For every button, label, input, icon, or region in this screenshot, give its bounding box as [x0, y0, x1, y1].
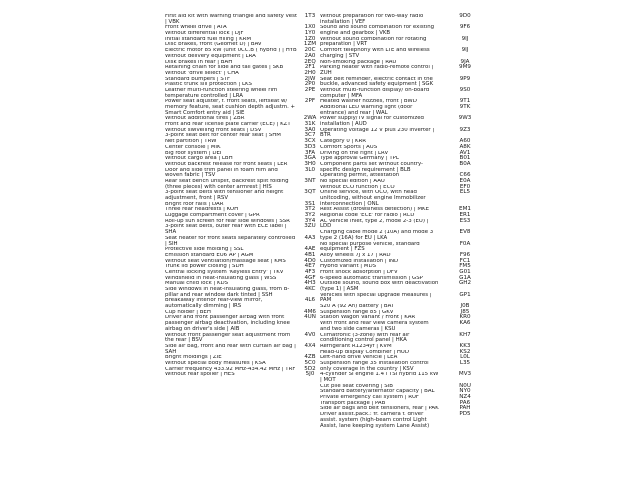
- equipment-description: Without differential lock | DJF: [165, 31, 244, 37]
- equipment-code: 9P9: [459, 75, 471, 82]
- equipment-code: 3A0: [304, 126, 316, 133]
- equipment-code: 9S0: [459, 86, 471, 93]
- equipment-description: Leather multi-function steering wheel rim temperature controlled | LRA: [165, 87, 278, 99]
- equipment-description: 3-point seat belt for center rear seat | SHM: [165, 133, 281, 139]
- equipment-code: 9F6: [459, 24, 471, 31]
- equipment-description: Side air bag, front and rear with curtain air bag | SAH: [165, 343, 296, 355]
- equipment-row: [320, 25, 640, 36]
- equipment-description: Retaining chain for side and tail gates | SKB: [165, 65, 284, 71]
- equipment-description: 3-point seat belts with tensioner and height adjustment, front | RSV: [165, 190, 284, 201]
- equipment-code: 4AE: [304, 246, 316, 253]
- equipment-row: [0, 236, 320, 247]
- equipment-description: Driver assist.pack.: fr. camera f. driver assist. system (high-beam control Light Assist, lane keeping system Lane Assist): [320, 412, 430, 429]
- equipment-description: Left-hand drive vehicle | LEA: [320, 355, 398, 361]
- equipment-description: Without additional tires | ZBR: [165, 116, 245, 122]
- equipment-row: [320, 293, 640, 304]
- equipment-code: 4KC: [304, 286, 316, 292]
- equipment-code: 4V0: [304, 331, 316, 338]
- equipment-code: 2JW: [304, 75, 316, 82]
- equipment-code: EF0: [459, 183, 471, 190]
- equipment-code: 9Z3: [459, 126, 471, 133]
- equipment-description: Without seat ventilation/massage seat | KMS: [165, 258, 286, 264]
- equipment-description: Without ECO function | ECO: [320, 184, 395, 190]
- equipment-code: 3NT: [304, 177, 316, 184]
- equipment-description: Refrigerant R1234yf | KVM: [320, 343, 392, 349]
- equipment-row: [320, 321, 640, 332]
- equipment-code: ES3: [459, 217, 471, 224]
- equipment-code: GH2: [458, 280, 472, 287]
- equipment-code: 2H0: [304, 69, 316, 76]
- equipment-code: 3H0: [304, 160, 316, 167]
- equipment-description: Regional code 'ECE' for radio | RCD: [320, 213, 415, 219]
- equipment-description: Category 0 | KRR: [320, 139, 367, 145]
- equipment-code: 3D3: [304, 143, 316, 150]
- equipment-code: J85: [460, 308, 470, 315]
- equipment-description: Without front passenger seat adjustment from the rear | BSV: [165, 332, 291, 344]
- equipment-description: Without multi-function display/ on-board computer | MFA: [320, 87, 430, 99]
- equipment-description: Private emergency call system | RUF: [320, 395, 420, 401]
- equipment-description: Trunk lid power closing | SDH: [165, 264, 244, 270]
- equipment-code: 9IJ: [461, 47, 469, 54]
- equipment-code: B0A: [459, 160, 471, 167]
- equipment-description: Initial standard fuel filling | KRM: [165, 36, 251, 42]
- equipment-code: E0A: [459, 177, 471, 184]
- equipment-description: Non-smoking package | RAU: [320, 59, 397, 65]
- equipment-description: Charging cable mode 2 (10A) and mode 3 type 2 (16A) for EU | LKA: [320, 230, 434, 241]
- equipment-code: 3FA: [304, 149, 316, 156]
- equipment-code: J0B: [460, 303, 470, 310]
- equipment-description: Parking heater with radio-remote control | ZUH: [320, 65, 434, 76]
- equipment-code: 5J0: [305, 371, 315, 378]
- equipment-row: [0, 88, 320, 99]
- equipment-description: Front and rear license plate carrier (ECE) | KZT: [165, 122, 291, 128]
- equipment-code: G01: [459, 268, 471, 275]
- equipment-code: 4F3: [304, 268, 316, 275]
- equipment-row: [320, 48, 640, 59]
- equipment-code: 4D0: [304, 257, 316, 264]
- equipment-code: 3T2: [304, 206, 316, 213]
- equipment-row: [0, 315, 320, 332]
- equipment-description: Without cargo area | LBH: [165, 156, 233, 162]
- equipment-description: Front wheel drive | ATA: [165, 25, 227, 31]
- right-code-column: [320, 14, 640, 429]
- equipment-code: KS2: [459, 348, 471, 355]
- equipment-row: [320, 37, 640, 48]
- equipment-description: Central locking system 'Keyless Entry' | TKV: [165, 269, 284, 275]
- equipment-code: EM1: [459, 206, 471, 213]
- equipment-description: Alloy wheels 7J x 17 | RAD: [320, 252, 391, 258]
- equipment-code: FC1: [459, 257, 471, 264]
- equipment-code: FM5: [459, 263, 471, 270]
- equipment-description: Side windows in heat-insulating glass, from B-pillar and rear window dark tinted | SSH: [165, 287, 290, 298]
- equipment-code: 31K: [304, 121, 316, 128]
- equipment-code: 1Y0: [304, 30, 316, 37]
- equipment-description: Electric motor 85 kW (unit 0CC.B ( hybrid ) | HYB: [165, 48, 297, 54]
- equipment-description: Standard bumpers | STF: [165, 76, 231, 82]
- equipment-code: 2PE: [304, 86, 316, 93]
- equipment-description: Protective side molding | SSL: [165, 247, 244, 253]
- equipment-description: Side air bags and belt tensioners, rear | PAK: [320, 406, 439, 412]
- equipment-description: AC vehicle inlet, type 2, mode 2-3 (EU) | LDD: [320, 218, 429, 230]
- equipment-code: PAH: [459, 405, 471, 412]
- equipment-code: 3QT: [304, 189, 316, 196]
- equipment-row: [320, 14, 640, 25]
- equipment-code: 4E7: [304, 263, 316, 270]
- equipment-description: Three rear headrests | KOH: [165, 207, 239, 213]
- left-code-column: [0, 14, 320, 378]
- equipment-code: A60: [459, 138, 471, 145]
- equipment-code: 9M9: [459, 64, 471, 71]
- equipment-description: Big roof system | DEI: [165, 150, 222, 156]
- equipment-description: Driving on the right | LRV: [320, 150, 389, 156]
- equipment-description: Roll-up sun screen for rear side windows | SSR: [165, 218, 290, 224]
- equipment-code: 3C7: [304, 132, 316, 139]
- equipment-code: 9D0: [459, 13, 471, 19]
- equipment-code: 9W3: [458, 115, 472, 122]
- equipment-description: Without rear spoiler | HES: [165, 372, 235, 378]
- equipment-description: Center console | MIK: [165, 144, 221, 150]
- equipment-description: Head-up display Combiner | HUD: [320, 349, 410, 355]
- equipment-code: 1X0: [304, 24, 316, 31]
- equipment-code: C66: [459, 172, 471, 179]
- equipment-description: Without 'drive select' | CHA: [165, 70, 239, 76]
- equipment-description: Carrier frequency 433.92 MHz-434.42 MHz | TRF: [165, 366, 296, 372]
- equipment-code: EL5: [459, 189, 471, 196]
- equipment-code: 5C0: [304, 359, 316, 366]
- equipment-description: Door and side trim panel in foam film and woven fabric | TSV: [165, 167, 278, 179]
- equipment-code: 4H3: [304, 280, 316, 287]
- equipment-description: Without backrest release for front seats | LER: [165, 161, 288, 167]
- equipment-description: Comfort telephony with LTE and wireless charging | STV: [320, 48, 430, 59]
- equipment-code: ER1: [459, 212, 471, 219]
- equipment-description: Disk brakes in rear | BAH: [165, 59, 233, 65]
- equipment-description: Power seat adjuster, f. front seats, leftseat w/ memory feature, seat cushion depth adjustm. + Smart Comfort entry aid | SIE: [165, 99, 296, 116]
- equipment-description: Online service, with OCU, with head unitcoding, without engine Immobilizer interconnection | ONL: [320, 190, 426, 207]
- equipment-description: Without sound combination for rotating preparation | VRT: [320, 36, 427, 48]
- equipment-code: 4A3: [304, 234, 316, 241]
- equipment-description: Manual child lock | KDS: [165, 281, 229, 287]
- equipment-description: Without delivery equipment | LRA: [165, 53, 256, 59]
- equipment-description: Without swivelling front seats | DSV: [165, 127, 262, 133]
- equipment-row: [0, 344, 320, 355]
- equipment-code: 9IJ: [461, 35, 469, 42]
- equipment-description: Bright moldings | ZIE: [165, 355, 222, 361]
- equipment-code: AV1: [459, 149, 471, 156]
- equipment-code: 4L6: [304, 297, 316, 304]
- equipment-row: [320, 116, 640, 127]
- equipment-code: NZ4: [459, 394, 471, 401]
- equipment-code: 4M6: [304, 308, 316, 315]
- equipment-row: [320, 128, 640, 139]
- equipment-code: 3Y2: [304, 212, 316, 219]
- equipment-code: GP1: [459, 291, 471, 298]
- equipment-description: Station Wagon Variant / Front | KAR: [320, 315, 416, 321]
- equipment-code: 9TK: [459, 104, 471, 110]
- equipment-code: F96: [459, 251, 471, 258]
- equipment-code: 1T3: [304, 13, 316, 19]
- equipment-description: No special edition | AAU: [320, 178, 385, 184]
- equipment-description: Disc brakes, front (Geomet D) | BAV: [165, 42, 262, 48]
- equipment-row: [0, 298, 320, 309]
- equipment-description: Type approval Germany | TPL: [320, 156, 399, 162]
- equipment-description: Rear seat bench unsplit, backrest split folding (three pieces) with center armrest | HIS: [165, 178, 289, 190]
- equipment-description: Heated washer nozzles, front | BWD: [320, 99, 417, 105]
- equipment-row: [320, 281, 640, 292]
- equipment-code: KR0: [459, 314, 471, 321]
- equipment-row: [0, 99, 320, 116]
- equipment-description: Power supply/TV signal for customized installation | AUD: [320, 116, 424, 128]
- equipment-row: [320, 219, 640, 230]
- equipment-description: Front shock absorption | DFV: [320, 269, 398, 275]
- equipment-description: 6-speed automatic transmission | GSP: [320, 275, 423, 281]
- equipment-code: B01: [459, 155, 471, 162]
- equipment-row: [320, 65, 640, 76]
- equipment-description: Rest Assist (drowsiness detection) | MKE: [320, 207, 429, 213]
- equipment-code: N0U: [459, 382, 471, 389]
- equipment-description: Without preparation for two-way radio installation | VEF: [320, 14, 424, 25]
- equipment-code: L35: [459, 359, 471, 366]
- equipment-row: [0, 333, 320, 344]
- equipment-code: PA6: [459, 399, 471, 406]
- equipment-description: 3-point seat belts, outer rear with ECE label | SHA: [165, 224, 287, 236]
- equipment-description: Additional LED warning light (door entrance) and rear | WAL: [320, 105, 413, 116]
- equipment-row: [320, 190, 640, 207]
- equipment-description: Sound and sound combination for existing engine and gearbox | VKB: [320, 25, 435, 37]
- equipment-code: 5D2: [304, 365, 316, 372]
- equipment-description: Luggage compartment cover | GPR: [165, 213, 260, 219]
- equipment-description: S20 A (92 Ah) battery | BAT: [320, 304, 395, 310]
- equipment-description: First aid kit with warning triangle and safety vest | VBK: [165, 14, 297, 25]
- equipment-description: Seat heater for front seats separately controlled | SIH: [165, 235, 296, 247]
- equipment-description: Hybrid variant | MDS: [320, 264, 377, 270]
- equipment-code: 4GF: [304, 274, 316, 281]
- equipment-description: Emission standard EU6 AP | AGM: [165, 252, 254, 258]
- equipment-description: Net partition | TRW: [165, 139, 217, 145]
- equipment-description: No special purpose vehicle, standard equipment | FZS: [320, 241, 420, 253]
- equipment-row: [0, 190, 320, 201]
- equipment-code: 4B1: [304, 251, 316, 258]
- equipment-row: [320, 372, 640, 383]
- equipment-row: [320, 412, 640, 429]
- equipment-description: Suspension range 35 installation control only coverage in the country | KSV: [320, 360, 429, 372]
- equipment-row: [0, 179, 320, 190]
- equipment-description: Breakaway interior rear-view mirror, automatically dimming | IRS: [165, 298, 263, 310]
- equipment-row: [320, 333, 640, 344]
- equipment-row: [320, 361, 640, 372]
- equipment-code: PD5: [459, 411, 471, 418]
- equipment-code: G1A: [459, 274, 471, 281]
- equipment-row: [320, 242, 640, 253]
- equipment-description: With front and rear view camera system and two side cameras | KSU: [320, 321, 429, 332]
- equipment-code: KK3: [459, 342, 471, 349]
- equipment-code: NY0: [459, 388, 471, 395]
- equipment-code: KH7: [459, 331, 471, 338]
- equipment-description: Transport package | PAB: [320, 400, 386, 406]
- equipment-code: 4UN: [304, 314, 316, 321]
- equipment-code: 2WA: [303, 115, 317, 122]
- equipment-code: KA6: [459, 320, 471, 327]
- equipment-code: 2PF: [304, 98, 316, 105]
- equipment-code: 1Z0: [304, 35, 316, 42]
- equipment-description: Without special body measures | KSA: [165, 360, 266, 366]
- equipment-row: [320, 88, 640, 99]
- equipment-row: [0, 224, 320, 235]
- equipment-code: 2F1: [304, 64, 316, 71]
- equipment-description: Standard battery/alternator capacity | BAL: [320, 389, 435, 395]
- equipment-row: [0, 372, 320, 378]
- equipment-row: [320, 105, 640, 116]
- equipment-code: 9T1: [459, 98, 471, 105]
- equipment-code: 2A0: [304, 52, 316, 59]
- equipment-description: 4-cylinder SI engine 1.4 l TSI hybrid 115 kW | MOT: [320, 372, 439, 383]
- equipment-description: Windshield in heat-insulating glass | WSS: [165, 275, 277, 281]
- equipment-row: [320, 77, 640, 88]
- equipment-description: Operating permit, attestation: [320, 173, 400, 179]
- equipment-code: EV8: [459, 229, 471, 236]
- equipment-code: 4X4: [304, 342, 316, 349]
- equipment-description: Plastic trunk sill protection | LKS: [165, 82, 252, 88]
- equipment-description: Suspension range 85 | GKV: [320, 309, 394, 315]
- equipment-code: 3ZU: [304, 223, 316, 230]
- equipment-description: Vehicles with special upgrade measures | PAM: [320, 292, 432, 304]
- equipment-code: 3L0: [304, 166, 316, 173]
- equipment-description: Cut pile seat covering | SIB: [320, 383, 393, 389]
- equipment-code: 3Y4: [304, 217, 316, 224]
- equipment-code: 20C: [304, 47, 316, 54]
- equipment-description: Driver and front passenger airbag with front passenger airbag deactivation, including knee airbag on driver's side | AIB: [165, 315, 290, 332]
- equipment-description: Comfort Sports | AUS: [320, 144, 378, 150]
- equipment-description: Operating voltage 12 V plus 230 inverter | BTR: [320, 127, 435, 139]
- equipment-description: Component parts set without country-specific design requirement | BLB: [320, 161, 423, 173]
- equipment-code: F0A: [459, 240, 471, 247]
- equipment-row: [0, 287, 320, 298]
- equipment-code: 3CX: [304, 138, 316, 145]
- equipment-description: Bright roof rails | DAR: [165, 201, 224, 207]
- equipment-row: [0, 14, 320, 25]
- equipment-code: 3GA: [304, 155, 316, 162]
- equipment-code: 1ZM: [303, 41, 317, 48]
- equipment-code: A8K: [459, 143, 471, 150]
- equipment-code: 4ZB: [304, 354, 316, 361]
- equipment-row: [320, 230, 640, 241]
- equipment-code: L0L: [460, 354, 470, 361]
- equipment-code: 9JA: [460, 58, 470, 65]
- equipment-description: Customized installation | IND: [320, 258, 399, 264]
- equipment-description: Climatronic (3-zone) with rear air conditioning control panel | HKA: [320, 332, 410, 344]
- equipment-code: 2P0: [304, 81, 316, 88]
- equipment-code: MV3: [458, 371, 472, 378]
- equipment-description: Cup holder | BEH: [165, 309, 211, 315]
- equipment-row: [320, 162, 640, 173]
- equipment-description: Outside sound, sound box with deactivation (type 1) | ASM: [320, 281, 439, 292]
- equipment-code: 2EQ: [304, 58, 316, 65]
- equipment-code: 3S1: [304, 200, 316, 207]
- equipment-row: [0, 168, 320, 179]
- equipment-description: Seat belt reminder, electric contact in the buckle, advanced safety equipment | SGK: [320, 76, 434, 88]
